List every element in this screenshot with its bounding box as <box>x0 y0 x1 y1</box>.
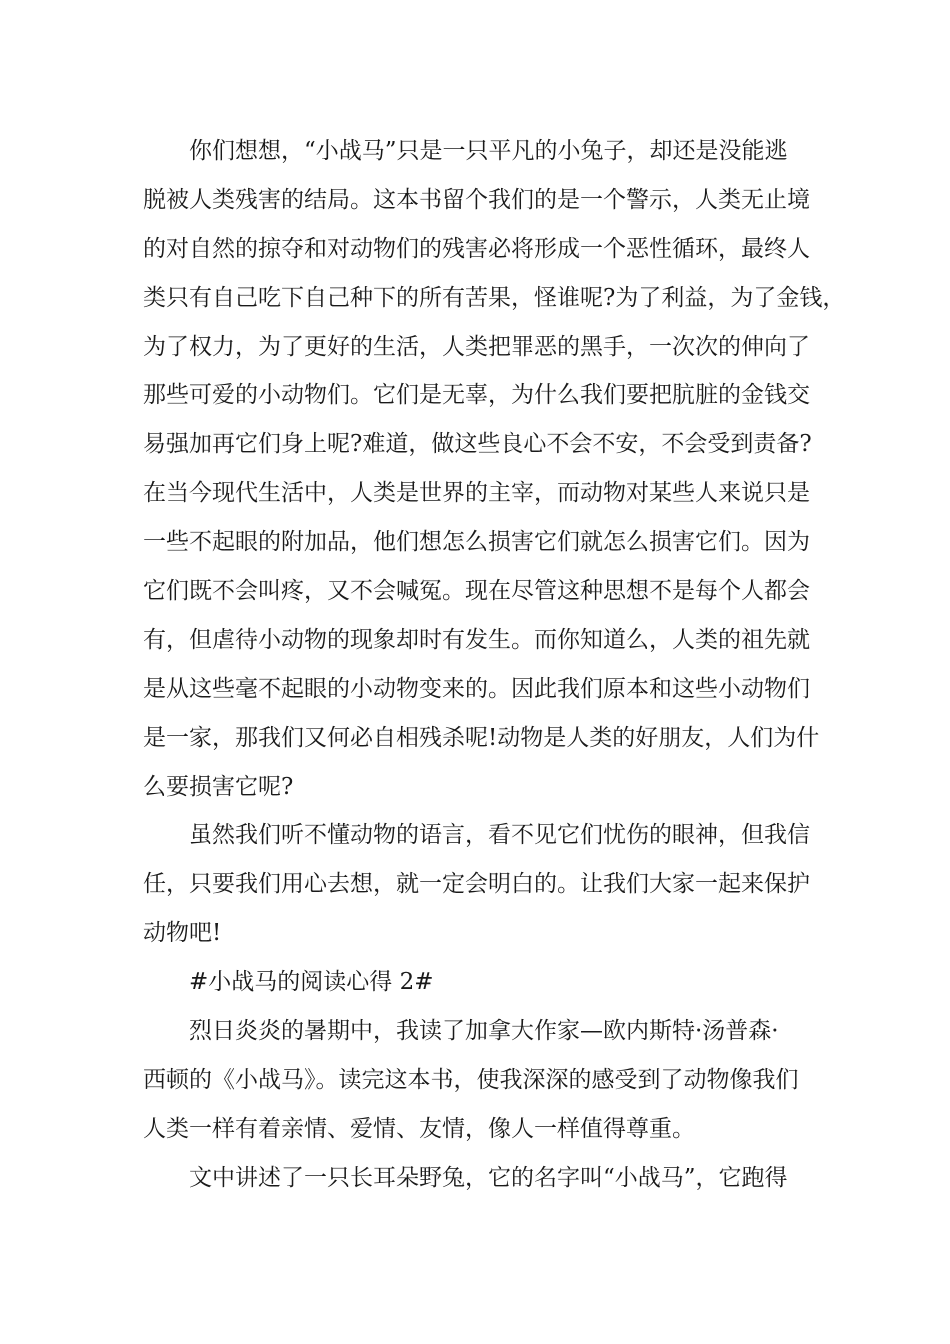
text-line: 烈日炎炎的暑期中，我读了加拿大作家—欧内斯特·汤普森· <box>189 1018 779 1045</box>
text-line: 的对自然的掠夺和对动物们的残害必将形成一个恶性循环，最终人 <box>143 235 810 262</box>
text-line: 类只有自己吃下自己种下的所有苦果，怪谁呢?为了利益，为了金钱， <box>143 284 846 311</box>
text-line: 在当今现代生活中，人类是世界的主宰，而动物对某些人来说只是 <box>143 480 810 507</box>
text-line: 它们既不会叫疼，又不会喊冤。现在尽管这种思想不是每个人都会 <box>143 578 810 605</box>
text-line: 有，但虐待小动物的现象却时有发生。而你知道么，人类的祖先就 <box>143 626 810 653</box>
text-line: 动物吧! <box>143 920 222 947</box>
text-line: 是从这些毫不起眼的小动物变来的。因此我们原本和这些小动物们 <box>143 675 810 702</box>
text-line: 一些不起眼的附加品，他们想怎么损害它们就怎么损害它们。因为 <box>143 529 810 556</box>
text-line: 虽然我们听不懂动物的语言，看不见它们忧伤的眼神，但我信 <box>189 822 810 849</box>
text-line: 是一家，那我们又何必自相残杀呢!动物是人类的好朋友，人们为什 <box>143 724 820 751</box>
text-line: #小战马的阅读心得 2# <box>189 969 434 996</box>
text-line: 么要损害它呢? <box>143 773 294 800</box>
text-line: 脱被人类残害的结局。这本书留个我们的是一个警示，人类无止境 <box>143 186 810 213</box>
text-line: 那些可爱的小动物们。它们是无辜，为什么我们要把肮脏的金钱交 <box>143 382 810 409</box>
body-text <box>143 127 846 1203</box>
text-line: 为了权力，为了更好的生活，人类把罪恶的黑手，一次次的伸向了 <box>143 333 810 360</box>
text-line: 西顿的《小战马》。读完这本书，使我深深的感受到了动物像我们 <box>143 1066 799 1093</box>
text-line: 你们想想，“小战马”只是一只平凡的小兔子，却还是没能逃 <box>189 138 788 164</box>
text-line: 易强加再它们身上呢?难道，做这些良心不会不安，不会受到责备? <box>143 431 812 458</box>
text-line: 任，只要我们用心去想，就一定会明白的。让我们大家一起来保护 <box>143 871 810 898</box>
text-line: 人类一样有着亲情、爱情、友情，像人一样值得尊重。 <box>143 1115 695 1142</box>
text-line: 文中讲述了一只长耳朵野兔，它的名字叫“小战马”，它跑得 <box>189 1164 788 1191</box>
